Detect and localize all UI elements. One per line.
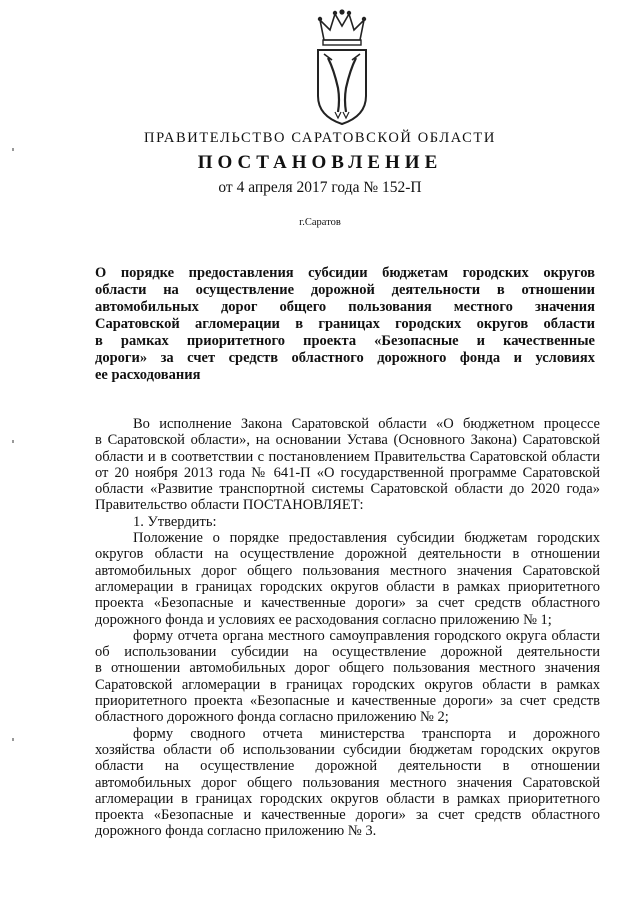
government-heading: ПРАВИТЕЛЬСТВО САРАТОВСКОЙ ОБЛАСТИ (144, 130, 496, 146)
body-line: автомобильных дорог общего пользования местного значения Саратовской (95, 774, 600, 791)
body-line: хозяйства области об использовании субсидии бюджетам городских округов (95, 741, 600, 758)
body-line: проекта «Безопасные и качественные дороги» за счет средств областного (95, 807, 600, 824)
subject-line: О порядке предоставления субсидии бюджетам городских округов (95, 265, 595, 281)
subject-line: Саратовской агломерации в границах городских округов области (95, 316, 595, 332)
body-line: в отношении автомобильных дорог общего пользования местного значения (95, 660, 600, 677)
body-line: Правительство области ПОСТАНОВЛЯЕТ: (95, 497, 364, 514)
body-line: области на осуществление дорожной деятельности в отношении (95, 758, 600, 775)
body-line: Саратовской агломерации в границах городских округов области в рамках (95, 676, 600, 693)
body-line: от 20 ноября 2013 года № 641-П «О государственной программе Саратовской (95, 464, 600, 481)
body-line: области «Развитие транспортной системы Саратовской области до 2020 года» (95, 481, 600, 498)
subject-line: в рамках приоритетного проекта «Безопасные и качественные (95, 333, 595, 349)
document-subject (95, 265, 595, 384)
body-line: дорожного фонда и условиях ее расходования согласно приложению № 1; (95, 611, 552, 628)
subject-line: ее расходования (95, 367, 201, 383)
body-line: агломерации в границах городских округов области в рамках приоритетного (95, 578, 600, 595)
document-body (95, 416, 600, 840)
body-line: форму сводного отчета министерства транспорта и дорожного (133, 725, 600, 742)
body-line: дорожного фонда согласно приложению № 3. (95, 823, 377, 840)
document-city: г.Саратов (299, 217, 341, 228)
body-line: проекта «Безопасные и качественные дороги» за счет средств областного (95, 595, 600, 612)
scan-speck (12, 440, 14, 443)
scan-speck (12, 148, 14, 151)
scan-speck (12, 738, 14, 741)
body-line: Во исполнение Закона Саратовской области «О бюджетном процессе (133, 416, 600, 432)
subject-line: автомобильных дорог общего пользования местного значения (95, 299, 595, 315)
body-line: округов области на осуществление дорожной деятельности в отношении (95, 546, 600, 563)
body-line: автомобильных дорог общего пользования местного значения Саратовской (95, 562, 600, 579)
saratov-coat-of-arms-icon (310, 8, 374, 126)
body-line: об использовании субсидии на осуществление дорожной деятельности (95, 644, 600, 661)
body-line: Положение о порядке предоставления субсидии бюджетам городских (133, 530, 600, 547)
body-line: 1. Утвердить: (133, 513, 217, 530)
subject-line: дороги» за счет средств областного дорожного фонда и условиях (95, 350, 595, 366)
body-line: форму отчета органа местного самоуправления городского округа области (133, 627, 600, 644)
subject-line: области на осуществление дорожной деятельности в отношении (95, 282, 595, 298)
body-line: областного дорожного фонда согласно приложению № 2; (95, 709, 449, 726)
document-date-number: от 4 апреля 2017 года № 152-П (218, 179, 422, 196)
body-line: области и в соответствии с постановлением Правительства Саратовской области (95, 448, 600, 465)
body-line: агломерации в границах городских округов области в рамках приоритетного (95, 790, 600, 807)
body-line: приоритетного проекта «Безопасные и качественные дороги» за счет средств (95, 693, 600, 710)
document-type: ПОСТАНОВЛЕНИЕ (197, 152, 443, 173)
body-line: в Саратовской области», на основании Устава (Основного Закона) Саратовской (95, 432, 600, 449)
